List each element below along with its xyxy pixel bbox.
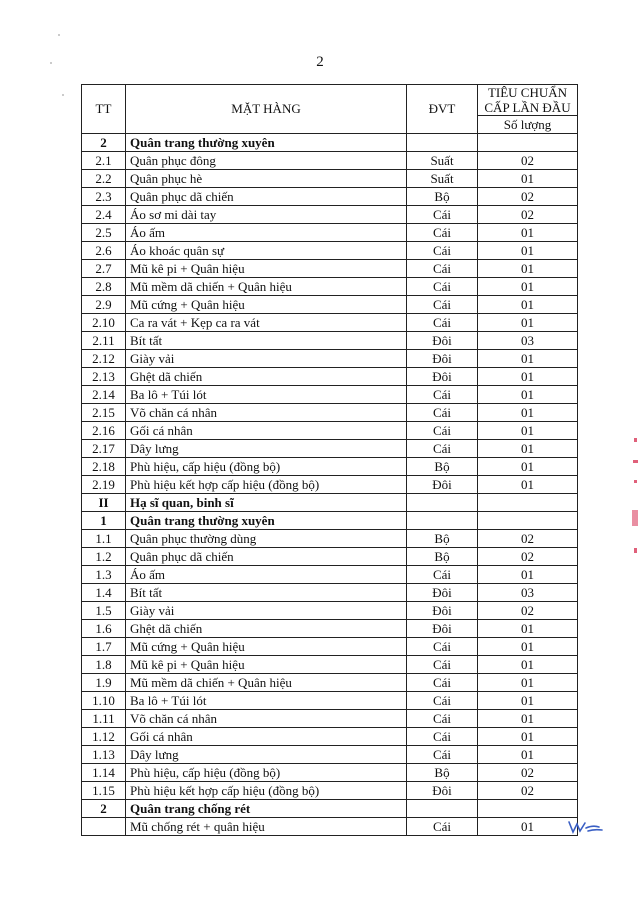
row-unit: Cái bbox=[407, 404, 478, 422]
row-unit: Đôi bbox=[407, 476, 478, 494]
row-quantity: 01 bbox=[478, 368, 578, 386]
row-unit: Cái bbox=[407, 242, 478, 260]
row-number: 2.4 bbox=[82, 206, 126, 224]
row-quantity: 01 bbox=[478, 296, 578, 314]
row-number: 2.14 bbox=[82, 386, 126, 404]
table-row bbox=[82, 674, 578, 692]
row-number: 2.10 bbox=[82, 314, 126, 332]
row-number: 2.16 bbox=[82, 422, 126, 440]
table-row bbox=[82, 404, 578, 422]
row-number: 1.4 bbox=[82, 584, 126, 602]
row-number: 2.15 bbox=[82, 404, 126, 422]
row-quantity: 01 bbox=[478, 278, 578, 296]
row-number: 1.10 bbox=[82, 692, 126, 710]
row-item-name: Ba lô + Túi lót bbox=[126, 692, 407, 710]
row-unit: Đôi bbox=[407, 620, 478, 638]
row-quantity: 01 bbox=[478, 458, 578, 476]
row-unit: Bộ bbox=[407, 548, 478, 566]
row-unit: Cái bbox=[407, 278, 478, 296]
row-number: 1.5 bbox=[82, 602, 126, 620]
row-quantity: 01 bbox=[478, 746, 578, 764]
table-row bbox=[82, 764, 578, 782]
row-item-name: Giày vải bbox=[126, 350, 407, 368]
row-unit: Suất bbox=[407, 152, 478, 170]
row-number: 2.1 bbox=[82, 152, 126, 170]
row-unit: Đôi bbox=[407, 602, 478, 620]
row-unit bbox=[407, 134, 478, 152]
row-unit: Bộ bbox=[407, 188, 478, 206]
row-unit bbox=[407, 512, 478, 530]
row-quantity bbox=[478, 134, 578, 152]
row-number: 2 bbox=[82, 134, 126, 152]
table-row bbox=[82, 206, 578, 224]
row-unit: Đôi bbox=[407, 584, 478, 602]
row-number: 2.11 bbox=[82, 332, 126, 350]
row-number: 1.3 bbox=[82, 566, 126, 584]
row-item-name: Quân trang thường xuyên bbox=[126, 134, 407, 152]
row-item-name: Bít tất bbox=[126, 332, 407, 350]
row-unit: Cái bbox=[407, 566, 478, 584]
row-item-name: Quân trang thường xuyên bbox=[126, 512, 407, 530]
row-item-name: Quân phục đông bbox=[126, 152, 407, 170]
row-item-name: Quân phục hè bbox=[126, 170, 407, 188]
row-number: 1.15 bbox=[82, 782, 126, 800]
row-number: 2.17 bbox=[82, 440, 126, 458]
row-item-name: Phù hiệu kết hợp cấp hiệu (đồng bộ) bbox=[126, 476, 407, 494]
table-row bbox=[82, 314, 578, 332]
row-unit: Cái bbox=[407, 674, 478, 692]
table-row bbox=[82, 296, 578, 314]
row-unit: Cái bbox=[407, 224, 478, 242]
row-item-name: Dây lưng bbox=[126, 440, 407, 458]
row-item-name: Quân phục dã chiến bbox=[126, 188, 407, 206]
row-quantity: 01 bbox=[478, 314, 578, 332]
row-quantity: 01 bbox=[478, 422, 578, 440]
header-unit: ĐVT bbox=[407, 85, 478, 134]
row-item-name: Gối cá nhân bbox=[126, 422, 407, 440]
row-item-name: Hạ sĩ quan, binh sĩ bbox=[126, 494, 407, 512]
row-quantity: 01 bbox=[478, 692, 578, 710]
row-number: 2.12 bbox=[82, 350, 126, 368]
row-quantity: 02 bbox=[478, 548, 578, 566]
row-item-name: Áo ấm bbox=[126, 566, 407, 584]
row-number: 1 bbox=[82, 512, 126, 530]
row-item-name: Mũ cứng + Quân hiệu bbox=[126, 296, 407, 314]
row-number: 2 bbox=[82, 800, 126, 818]
row-number: 2.9 bbox=[82, 296, 126, 314]
table-row bbox=[82, 728, 578, 746]
equipment-table bbox=[81, 84, 578, 836]
row-item-name: Mũ mềm dã chiến + Quân hiệu bbox=[126, 278, 407, 296]
row-unit: Cái bbox=[407, 692, 478, 710]
row-item-name: Ba lô + Túi lót bbox=[126, 386, 407, 404]
row-unit: Bộ bbox=[407, 764, 478, 782]
row-quantity: 01 bbox=[478, 224, 578, 242]
row-item-name: Quân trang chống rét bbox=[126, 800, 407, 818]
table-row bbox=[82, 584, 578, 602]
row-item-name: Mũ cứng + Quân hiệu bbox=[126, 638, 407, 656]
row-item-name: Võ chăn cá nhân bbox=[126, 404, 407, 422]
table-row bbox=[82, 170, 578, 188]
row-quantity bbox=[478, 512, 578, 530]
row-quantity: 02 bbox=[478, 188, 578, 206]
table-row bbox=[82, 746, 578, 764]
row-item-name: Mũ kê pi + Quân hiệu bbox=[126, 656, 407, 674]
row-unit: Cái bbox=[407, 422, 478, 440]
table-row bbox=[82, 440, 578, 458]
row-unit bbox=[407, 494, 478, 512]
table-row bbox=[82, 386, 578, 404]
row-unit: Bộ bbox=[407, 530, 478, 548]
row-quantity: 01 bbox=[478, 260, 578, 278]
row-quantity: 02 bbox=[478, 602, 578, 620]
row-unit: Cái bbox=[407, 314, 478, 332]
table-row bbox=[82, 656, 578, 674]
row-number bbox=[82, 818, 126, 836]
row-quantity: 02 bbox=[478, 206, 578, 224]
row-quantity: 03 bbox=[478, 332, 578, 350]
table-row bbox=[82, 620, 578, 638]
table-row bbox=[82, 242, 578, 260]
table-row bbox=[82, 332, 578, 350]
row-quantity: 01 bbox=[478, 404, 578, 422]
header-tt: TT bbox=[82, 85, 126, 134]
table-row bbox=[82, 548, 578, 566]
row-item-name: Ghệt dã chiến bbox=[126, 620, 407, 638]
row-number: 2.2 bbox=[82, 170, 126, 188]
row-item-name: Mũ chống rét + quân hiệu bbox=[126, 818, 407, 836]
table-row bbox=[82, 710, 578, 728]
row-unit: Đôi bbox=[407, 350, 478, 368]
row-quantity bbox=[478, 800, 578, 818]
row-number: II bbox=[82, 494, 126, 512]
row-quantity: 02 bbox=[478, 782, 578, 800]
header-standard bbox=[478, 85, 578, 116]
row-item-name: Áo sơ mi dài tay bbox=[126, 206, 407, 224]
section-row bbox=[82, 134, 578, 152]
table-row bbox=[82, 188, 578, 206]
row-item-name: Phù hiệu kết hợp cấp hiệu (đồng bộ) bbox=[126, 782, 407, 800]
row-quantity: 01 bbox=[478, 728, 578, 746]
row-unit: Đôi bbox=[407, 332, 478, 350]
header-item: MẶT HÀNG bbox=[126, 85, 407, 134]
row-quantity: 01 bbox=[478, 638, 578, 656]
row-unit: Cái bbox=[407, 440, 478, 458]
row-unit: Cái bbox=[407, 656, 478, 674]
row-unit: Cái bbox=[407, 728, 478, 746]
row-unit bbox=[407, 800, 478, 818]
row-quantity: 01 bbox=[478, 476, 578, 494]
row-item-name: Áo ấm bbox=[126, 224, 407, 242]
table-row bbox=[82, 458, 578, 476]
row-item-name: Phù hiệu, cấp hiệu (đồng bộ) bbox=[126, 458, 407, 476]
row-unit: Cái bbox=[407, 638, 478, 656]
table-body bbox=[82, 134, 578, 836]
table-row bbox=[82, 422, 578, 440]
row-unit: Đôi bbox=[407, 368, 478, 386]
row-quantity: 01 bbox=[478, 818, 578, 836]
table-row bbox=[82, 152, 578, 170]
row-item-name: Ca ra vát + Kẹp ca ra vát bbox=[126, 314, 407, 332]
row-number: 1.6 bbox=[82, 620, 126, 638]
row-number: 2.7 bbox=[82, 260, 126, 278]
row-unit: Cái bbox=[407, 386, 478, 404]
row-number: 2.3 bbox=[82, 188, 126, 206]
row-number: 1.12 bbox=[82, 728, 126, 746]
row-item-name: Áo khoác quân sự bbox=[126, 242, 407, 260]
row-number: 1.14 bbox=[82, 764, 126, 782]
table-row bbox=[82, 782, 578, 800]
section-row bbox=[82, 512, 578, 530]
row-quantity: 01 bbox=[478, 710, 578, 728]
row-item-name: Phù hiệu, cấp hiệu (đồng bộ) bbox=[126, 764, 407, 782]
margin-stamp-marks bbox=[628, 430, 640, 570]
table-row bbox=[82, 476, 578, 494]
row-number: 1.9 bbox=[82, 674, 126, 692]
table-row bbox=[82, 224, 578, 242]
row-quantity: 01 bbox=[478, 566, 578, 584]
row-quantity: 01 bbox=[478, 386, 578, 404]
row-item-name: Giày vải bbox=[126, 602, 407, 620]
row-unit: Cái bbox=[407, 260, 478, 278]
table-row bbox=[82, 602, 578, 620]
row-number: 1.7 bbox=[82, 638, 126, 656]
table-row bbox=[82, 260, 578, 278]
row-quantity: 02 bbox=[478, 530, 578, 548]
scan-speck bbox=[62, 94, 64, 96]
table-row bbox=[82, 566, 578, 584]
table-row bbox=[82, 368, 578, 386]
row-unit: Cái bbox=[407, 206, 478, 224]
row-number: 1.8 bbox=[82, 656, 126, 674]
row-number: 2.6 bbox=[82, 242, 126, 260]
row-quantity bbox=[478, 494, 578, 512]
row-item-name: Bít tất bbox=[126, 584, 407, 602]
section-row bbox=[82, 494, 578, 512]
row-unit: Cái bbox=[407, 818, 478, 836]
row-item-name: Quân phục thường dùng bbox=[126, 530, 407, 548]
header-quantity: Số lượng bbox=[478, 116, 578, 134]
row-unit: Cái bbox=[407, 746, 478, 764]
row-quantity: 03 bbox=[478, 584, 578, 602]
row-number: 1.11 bbox=[82, 710, 126, 728]
row-item-name: Mũ kê pi + Quân hiệu bbox=[126, 260, 407, 278]
table-row bbox=[82, 350, 578, 368]
row-quantity: 01 bbox=[478, 620, 578, 638]
row-unit: Bộ bbox=[407, 458, 478, 476]
scan-speck bbox=[50, 62, 52, 64]
row-item-name: Võ chăn cá nhân bbox=[126, 710, 407, 728]
row-quantity: 01 bbox=[478, 350, 578, 368]
row-item-name: Dây lưng bbox=[126, 746, 407, 764]
section-row bbox=[82, 800, 578, 818]
row-item-name: Gối cá nhân bbox=[126, 728, 407, 746]
row-unit: Cái bbox=[407, 710, 478, 728]
table-row bbox=[82, 278, 578, 296]
scan-speck bbox=[58, 34, 60, 36]
header-standard-text: TIÊU CHUẨN CẤP LẦN ĐẦU bbox=[484, 85, 571, 115]
row-quantity: 01 bbox=[478, 440, 578, 458]
row-number: 2.19 bbox=[82, 476, 126, 494]
row-quantity: 02 bbox=[478, 764, 578, 782]
row-unit: Đôi bbox=[407, 782, 478, 800]
page-number: 2 bbox=[316, 54, 324, 70]
row-number: 1.13 bbox=[82, 746, 126, 764]
row-number: 2.13 bbox=[82, 368, 126, 386]
row-quantity: 01 bbox=[478, 674, 578, 692]
row-unit: Suất bbox=[407, 170, 478, 188]
row-number: 2.5 bbox=[82, 224, 126, 242]
row-unit: Cái bbox=[407, 296, 478, 314]
table-row bbox=[82, 692, 578, 710]
row-number: 2.18 bbox=[82, 458, 126, 476]
table-row bbox=[82, 530, 578, 548]
row-quantity: 01 bbox=[478, 170, 578, 188]
table-row bbox=[82, 818, 578, 836]
row-quantity: 01 bbox=[478, 242, 578, 260]
row-quantity: 02 bbox=[478, 152, 578, 170]
signature-initials bbox=[566, 816, 606, 840]
row-number: 1.1 bbox=[82, 530, 126, 548]
table-row bbox=[82, 638, 578, 656]
row-item-name: Mũ mềm dã chiến + Quân hiệu bbox=[126, 674, 407, 692]
row-number: 2.8 bbox=[82, 278, 126, 296]
row-item-name: Ghệt dã chiến bbox=[126, 368, 407, 386]
row-number: 1.2 bbox=[82, 548, 126, 566]
row-quantity: 01 bbox=[478, 656, 578, 674]
row-item-name: Quân phục dã chiến bbox=[126, 548, 407, 566]
